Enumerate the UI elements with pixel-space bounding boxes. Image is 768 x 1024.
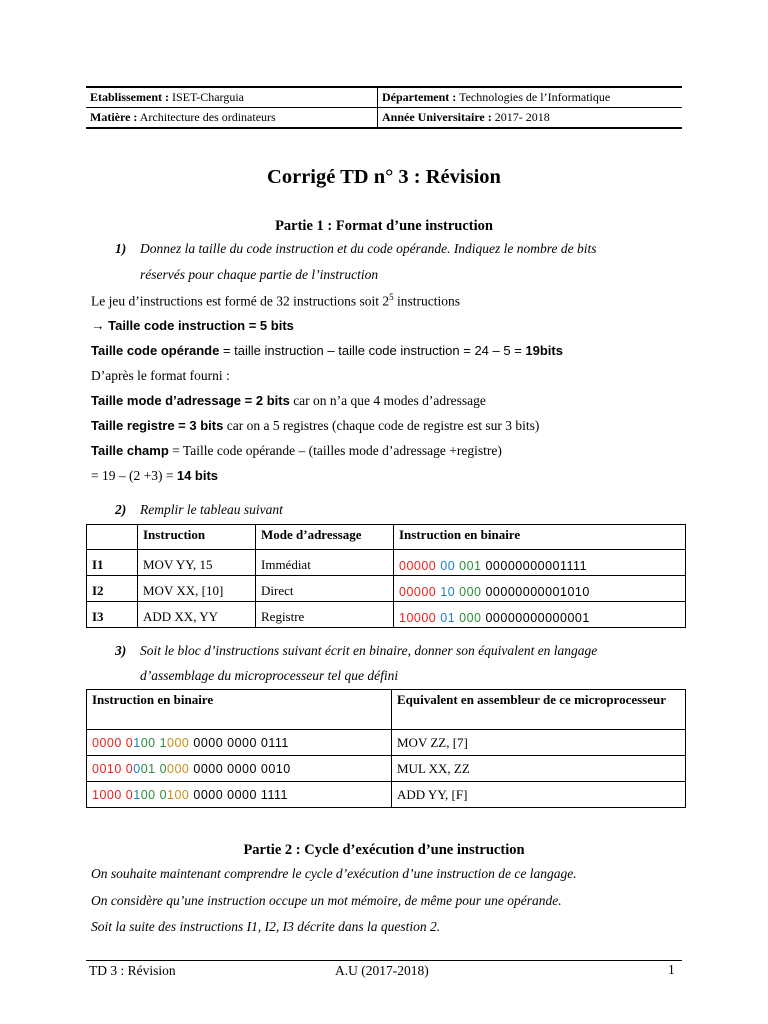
row-id: I2 [87, 576, 138, 602]
arrow-icon: → [91, 318, 105, 333]
taille-registre: Taille registre = 3 bits [91, 418, 224, 433]
table1-header-row [87, 525, 686, 550]
opcode-bits: 00000 [399, 559, 437, 573]
binary-cell [87, 730, 392, 756]
table2-header-binary: Instruction en binaire [87, 690, 392, 730]
row-instruction: ADD XX, YY [138, 602, 256, 628]
row-id: I1 [87, 550, 138, 576]
taille-mode-adressage-reason: car on n’a que 4 modes d’adressage [289, 393, 486, 408]
row-instruction: MOV XX, [10] [138, 576, 256, 602]
part2-line-3: Soit la suite des instructions I1, I2, I3 décrite dans la question 2. [91, 919, 441, 934]
page-title: Corrigé TD n° 3 : Révision [267, 166, 501, 188]
answer-line-4: D’après le format fourni : [91, 368, 230, 383]
taille-registre-reason: car on a 5 registres (chaque code de registre est sur 3 bits) [223, 418, 540, 433]
assembler-cell: ADD YY, [F] [392, 782, 686, 808]
field-bits: 00000000001010 [485, 585, 590, 599]
answer-line-5 [91, 393, 486, 409]
mode-bits: 10 [440, 585, 456, 599]
instruction-table [86, 524, 686, 628]
table-row [87, 550, 686, 576]
answer-line-7 [91, 443, 502, 459]
footer-center: A.U (2017-2018) [335, 963, 429, 978]
field-bits: 0000 0000 1111 [189, 787, 288, 802]
field-bits: 00000000000001 [485, 611, 590, 625]
answer-line-6 [91, 418, 539, 434]
page-number: 1 [668, 962, 675, 977]
table1-header-empty [87, 525, 138, 550]
table1-header-binary: Instruction en binaire [394, 525, 686, 550]
taille-champ-label: Taille champ [91, 443, 169, 458]
register-bits: 00 1 [140, 735, 168, 750]
opcode-bits: 1000 0 [92, 787, 134, 802]
opcode-bits: 10000 [399, 611, 437, 625]
q3-text-line1: Soit le bloc d’instructions suivant écrit en binaire, donner son équivalent en langage [140, 643, 598, 658]
assembler-cell: MUL XX, ZZ [392, 756, 686, 782]
opcode-bits: 0010 0 [92, 761, 134, 776]
part2-line-1: On souhaite maintenant comprendre le cycle d’exécution d’une instruction de ce langage. [91, 866, 577, 881]
field-start-bits: 100 [167, 787, 190, 802]
annee-value: 2017- 2018 [494, 110, 550, 124]
footer-left: TD 3 : Révision [89, 963, 176, 978]
taille-champ-result: 14 bits [176, 468, 219, 483]
q3-text-line2: d’assemblage du microprocesseur tel que défini [140, 668, 399, 683]
field-start-bits: 000 [167, 761, 190, 776]
part2-title: Partie 2 : Cycle d’exécution d’une instruction [243, 842, 525, 858]
opcode-bits: 0000 0 [92, 735, 134, 750]
row-mode: Direct [256, 576, 394, 602]
mode-bits: 1 [133, 735, 141, 750]
answer-line-2 [91, 318, 294, 334]
matiere-value: Architecture des ordinateurs [139, 110, 276, 124]
taille-code-operande-result: 19bits [525, 343, 563, 358]
row-mode: Immédiat [256, 550, 394, 576]
mode-bits: 00 [440, 559, 456, 573]
table2-header-assembler: Equivalent en assembleur de ce microprocesseur [392, 690, 686, 730]
part1-title: Partie 1 : Format d’une instruction [275, 218, 493, 234]
table-row [87, 730, 686, 756]
binary-cell [87, 756, 392, 782]
table-row [87, 602, 686, 628]
field-start-bits: 000 [167, 735, 190, 750]
table-row [87, 756, 686, 782]
q3-number: 3) [115, 643, 127, 658]
row-mode: Registre [256, 602, 394, 628]
register-bits: 000 [459, 585, 482, 599]
mode-bits: 01 [440, 611, 456, 625]
departement-value: Technologies de l’Informatique [459, 90, 611, 104]
instruction-count-end: instructions [393, 293, 460, 309]
taille-code-instruction: Taille code instruction = 5 bits [104, 318, 294, 333]
answer-line-8 [91, 468, 218, 484]
part2-line-2: On considère qu’une instruction occupe un mot mémoire, de même pour une opérande. [91, 893, 562, 908]
mode-bits: 0 [133, 761, 141, 776]
answer-line-1 [91, 292, 460, 310]
annee-cell [378, 108, 683, 129]
register-bits: 000 [459, 611, 482, 625]
taille-champ-calc: = 19 – (2 +3) = [91, 468, 177, 483]
table1-header-instruction: Instruction [138, 525, 256, 550]
q1-text-line1: Donnez la taille du code instruction et du code opérande. Indiquez le nombre de bits [140, 241, 597, 256]
binary-assembler-table [86, 689, 686, 808]
q1-number: 1) [115, 241, 127, 256]
table-row [87, 782, 686, 808]
etablissement-cell [86, 87, 378, 108]
register-bits: 01 0 [140, 761, 168, 776]
footer-rule [86, 960, 682, 961]
binary-cell [87, 782, 392, 808]
row-binary [394, 576, 686, 602]
etablissement-label: Etablissement : [90, 90, 169, 104]
row-instruction: MOV YY, 15 [138, 550, 256, 576]
answer-line-3 [91, 343, 563, 359]
register-bits: 001 [459, 559, 482, 573]
opcode-bits: 00000 [399, 585, 437, 599]
mode-bits: 1 [133, 787, 141, 802]
q1-text-line2: réservés pour chaque partie de l’instruction [140, 267, 379, 282]
exponent: 5 [389, 292, 394, 302]
departement-label: Département : [382, 90, 457, 104]
row-binary [394, 550, 686, 576]
annee-label: Année Universitaire : [382, 110, 492, 124]
header-row-1 [86, 87, 682, 108]
header-row-2 [86, 108, 682, 129]
taille-mode-adressage: Taille mode d’adressage = 2 bits [91, 393, 290, 408]
etablissement-value: ISET-Charguia [172, 90, 244, 104]
taille-code-operande-formula: = taille instruction – taille code instruction = 24 – 5 = [219, 343, 526, 358]
taille-champ-formula: = Taille code opérande – (tailles mode d’adressage +registre) [168, 443, 502, 458]
field-bits: 0000 0000 0010 [189, 761, 291, 776]
table2-header-row [87, 690, 686, 730]
header-table [86, 86, 682, 129]
q2-text: Remplir le tableau suivant [140, 502, 283, 517]
row-id: I3 [87, 602, 138, 628]
q2-number: 2) [115, 502, 127, 517]
instruction-count-text: Le jeu d’instructions est formé de 32 instructions soit 2 [91, 293, 390, 309]
taille-code-operande-label: Taille code opérande [91, 343, 220, 358]
field-bits: 00000000001111 [485, 559, 588, 573]
field-bits: 0000 0000 0111 [189, 735, 289, 750]
matiere-label: Matière : [90, 110, 138, 124]
register-bits: 00 0 [140, 787, 168, 802]
row-binary [394, 602, 686, 628]
matiere-cell [86, 108, 378, 129]
assembler-cell: MOV ZZ, [7] [392, 730, 686, 756]
departement-cell [378, 87, 683, 108]
table1-header-mode: Mode d’adressage [256, 525, 394, 550]
table-row [87, 576, 686, 602]
